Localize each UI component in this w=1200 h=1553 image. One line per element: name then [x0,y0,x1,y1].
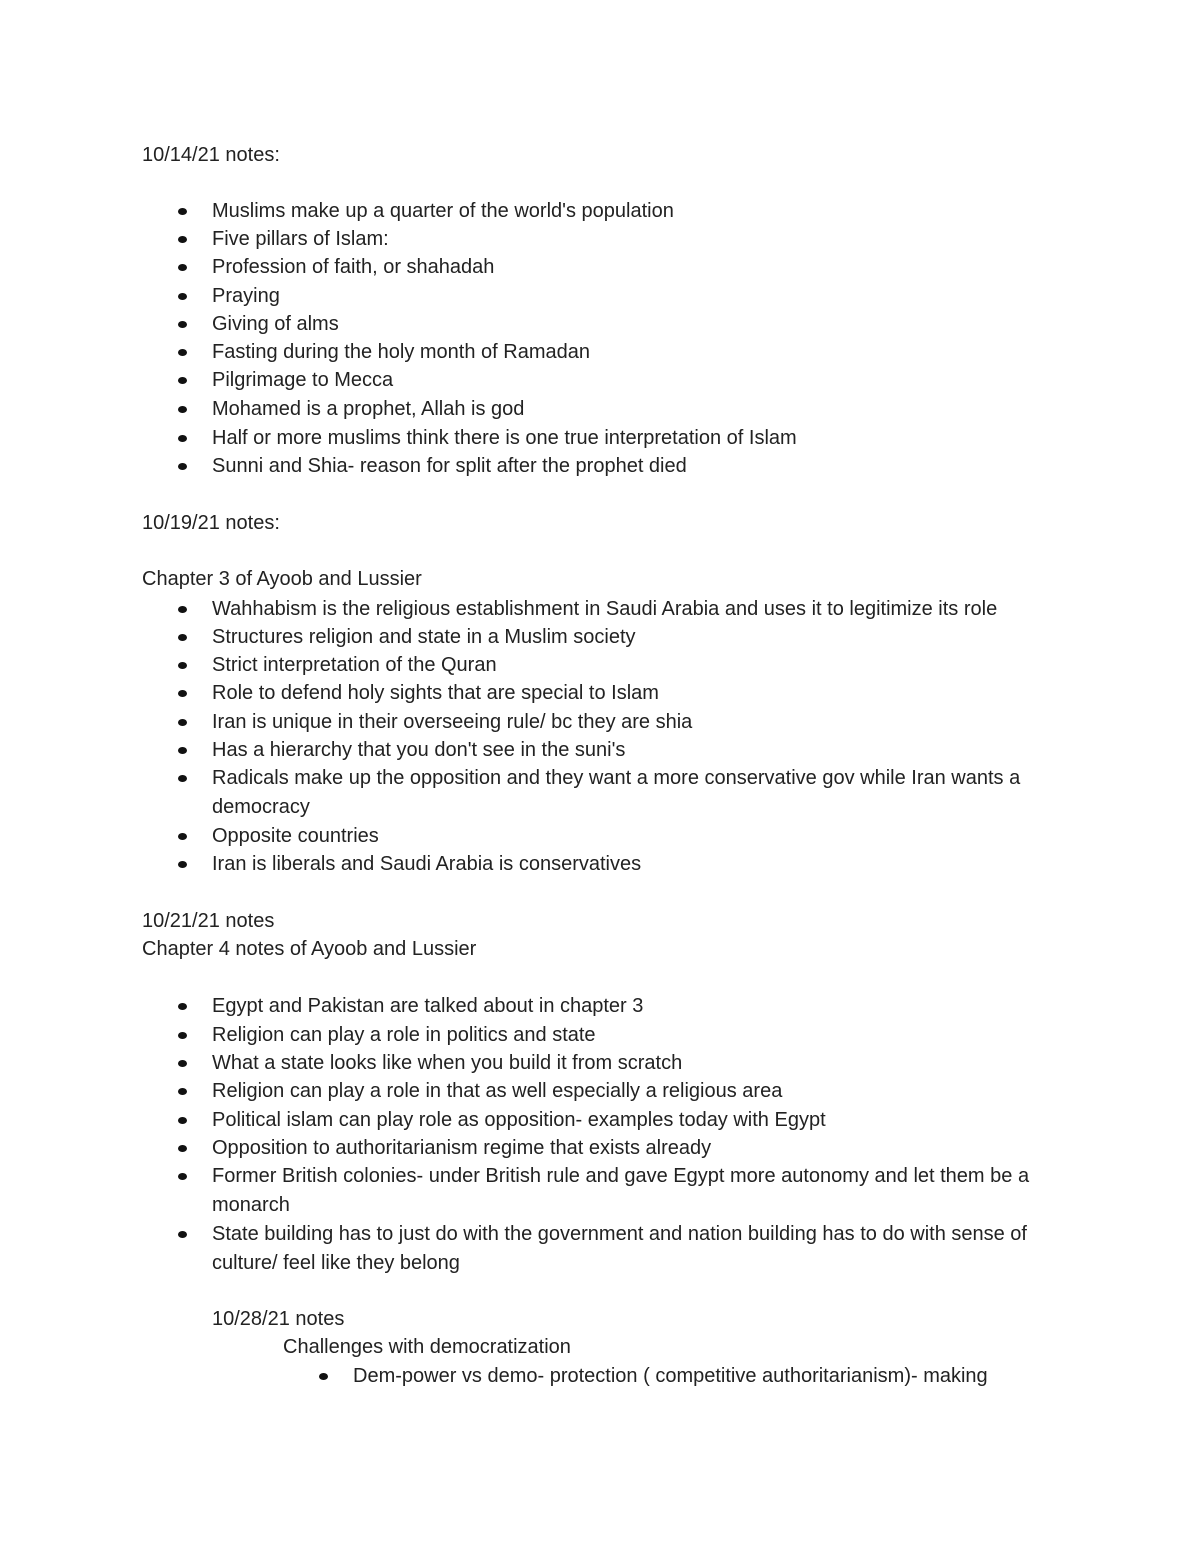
list-item: Praying [212,282,1072,311]
list-item: Five pillars of Islam: [212,225,1072,254]
list-item: Role to defend holy sights that are special to Islam [212,679,1072,708]
list-item: Strict interpretation of the Quran [212,651,1072,680]
list-item: State building has to just do with the government and nation building has to do with sense of culture/ feel like they belong [212,1220,1032,1278]
list-item: Opposition to authoritarianism regime that exists already [212,1134,1072,1163]
list-item: Radicals make up the opposition and they want a more conservative gov while Iran wants a democracy [212,764,1032,822]
list-item: Dem-power vs demo- protection ( competitive authoritarianism)- making [353,1362,1113,1391]
list-item: Profession of faith, or shahadah [212,253,1072,282]
list-item: Political islam can play role as opposition- examples today with Egypt [212,1106,1072,1135]
section-heading: 10/21/21 notes [142,910,275,932]
list-item: Mohamed is a prophet, Allah is god [212,395,1072,424]
list-item: Giving of alms [212,310,1072,339]
list-item: Wahhabism is the religious establishment in Saudi Arabia and uses it to legitimize its role [212,595,1072,624]
list-item: Religion can play a role in that as well especially a religious area [212,1077,1072,1106]
list-item: Structures religion and state in a Muslim society [212,623,1072,652]
list-item: Iran is liberals and Saudi Arabia is conservatives [212,850,1072,879]
list-item: Egypt and Pakistan are talked about in chapter 3 [212,992,1072,1021]
list-item: Opposite countries [212,822,1072,851]
list-item: Religion can play a role in politics and state [212,1021,1072,1050]
section-subheading: Challenges with democratization [283,1336,571,1358]
list-item: Sunni and Shia- reason for split after the prophet died [212,452,1072,481]
list-item: Fasting during the holy month of Ramadan [212,338,1072,367]
section-heading: 10/19/21 notes: [142,512,280,534]
list-item: Pilgrimage to Mecca [212,366,1072,395]
list-item: Half or more muslims think there is one true interpretation of Islam [212,424,1072,453]
section-subheading: Chapter 3 of Ayoob and Lussier [142,568,422,590]
list-item: What a state looks like when you build it from scratch [212,1049,1072,1078]
list-item: Former British colonies- under British rule and gave Egypt more autonomy and let them be a monarch [212,1162,1072,1220]
list-item: Has a hierarchy that you don't see in the suni's [212,736,1072,765]
section-heading: 10/28/21 notes [212,1308,345,1330]
list-item: Muslims make up a quarter of the world's population [212,197,1072,226]
section-subheading: Chapter 4 notes of Ayoob and Lussier [142,938,477,960]
list-item: Iran is unique in their overseeing rule/ bc they are shia [212,708,1072,737]
section-heading: 10/14/21 notes: [142,144,280,166]
